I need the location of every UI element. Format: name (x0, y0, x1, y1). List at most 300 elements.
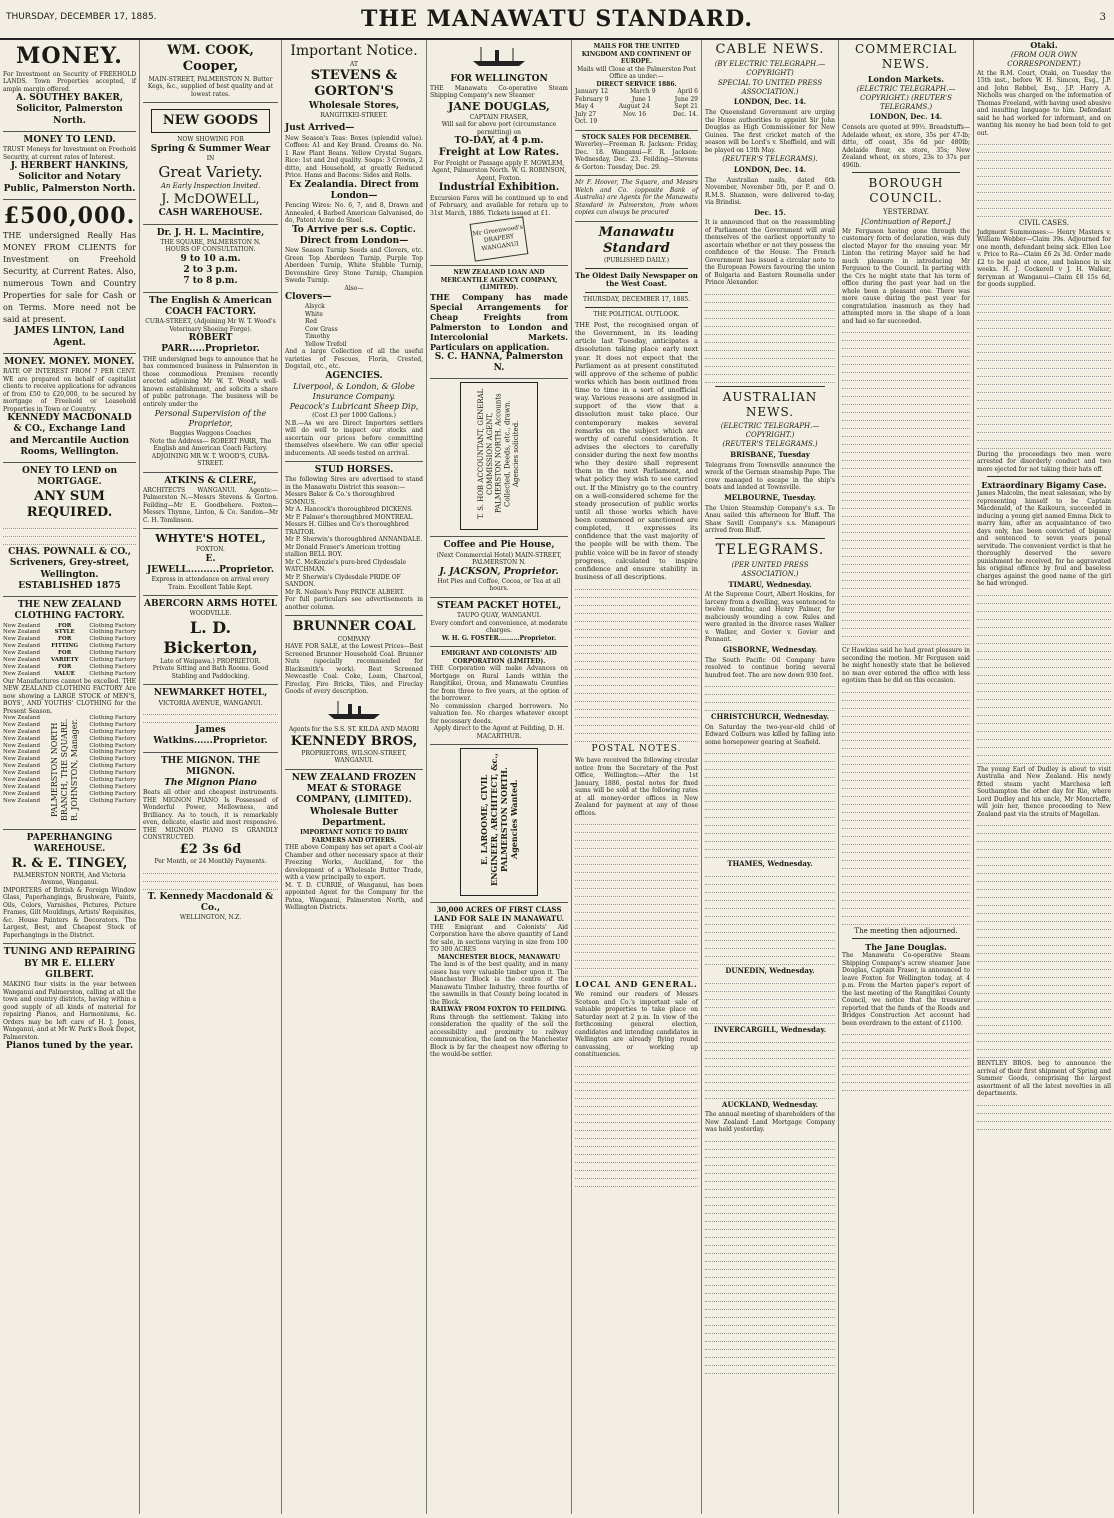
hob-vertical: T. S. HOB ACCOUNTANT, GENERAL COMMISSION AGENT, PALMERSTON NORTH. Accounts Collected, Deeds, etc., drawn. Agencies solicited. (477, 388, 521, 519)
loan-hanna: S. C. HANNA, Palmerston N. (434, 351, 564, 373)
clothing-mid-item: FOR (58, 636, 72, 643)
commercial-by: (ELECTRIC TELEGRAPH.—COPYRIGHT.) (REUTER'S TELEGRAMS.) (856, 85, 956, 111)
ad-lend (3, 132, 136, 200)
clothing-right-item: Clothing Factory (89, 749, 136, 756)
whyte-title: WHYTE'S HOTEL, (155, 532, 266, 546)
clothing-right-item: Clothing Factory (89, 650, 136, 656)
ship-title: FOR WELLINGTON (450, 73, 548, 84)
local-title: LOCAL AND GENERAL. (575, 979, 698, 990)
masthead (0, 0, 1114, 40)
watkins: James Watkins......Proprietor. (153, 725, 268, 747)
newgoods-spring: Spring & Summer Wear (150, 143, 271, 154)
ad-newmarket (143, 685, 278, 752)
ad-oney: ONEY TO LEND on MORTGAGE. (21, 466, 118, 488)
fencing: Fencing Wires: No. 6, 7, and 8, Drawn and Annealed, 4 Barbed American Galvanised, do do, Patent Acme do Steel. (285, 202, 423, 224)
stud-title: STUD HORSES. (314, 465, 394, 475)
frozen-title: NEW ZEALAND FROZEN MEAT & STORAGE COMPANY, (LIMITED). (291, 772, 417, 806)
bickerton-body: Private Sitting and Bath Rooms. Good Stabling and Paddocking. (152, 665, 269, 680)
editorial-header (575, 222, 698, 322)
column-2 (140, 40, 282, 1514)
clothing-title: THE NEW ZEALAND CLOTHING FACTORY. (14, 600, 125, 622)
column-1 (0, 40, 140, 1514)
hours-2: 2 to 3 p.m. (183, 265, 238, 275)
clothing-left-item: New Zealand (3, 790, 40, 797)
mcdowell: J. McDOWELL, (161, 192, 260, 207)
clothing-left-item: New Zealand (3, 742, 40, 749)
borough-body: Mr Ferguson having gone through the customary form of declaration, was duly elected Mayor for the ensuing year. Mr Linton the retiring Mayor said he had much pleasure in introducing Mr Ferguson to the Council. In parting with the Crs he might state that his term of office during the past year had on the whole been a pleasant one. There was more cause during the past year for congratulation inasmuch as they had attempted more in the shape of a loan and had so far succeeded. (842, 227, 970, 325)
ad-acres (430, 903, 568, 1063)
doctor-name: Dr. J. H. L. Macintire, (156, 227, 265, 238)
ad-newgoods (143, 103, 278, 225)
tingey-body: IMPORTERS of British & Foreign Window Glass, Paperhangings, Brushware, Paints, Oils, Colors, Varnishes, Pictures, Picture Frames, Gilt Mouldings, Artists' Requisites, &c. House Painters & Decorators. The Largest, Best, and Cheapest Stock of Paperhangings in the District. (3, 886, 136, 939)
thames: THAMES, Wednesday. (727, 859, 813, 869)
industrial-body: Excursion Fares will be continued up to end of February, and available for return up to 31st March, 1886. Tickets issued at £1. (430, 194, 568, 217)
tele-by: (PER UNITED PRESS ASSOCIATION.) (731, 561, 809, 578)
clothing-left-item: New Zealand (3, 776, 40, 783)
clothing-left-item: New Zealand (3, 670, 40, 677)
railway-title: RAILWAY FROM FOXTON TO FEILDING. (431, 1006, 567, 1013)
ad-cook (143, 40, 278, 103)
kennedy-bros: KENNEDY BROS, (290, 733, 418, 749)
also: Also— (344, 284, 364, 292)
christ-body: On Saturday the two-year-old child of Edward Colburn was killed by falling into some horsepower gearing at Seafield. (705, 723, 835, 746)
ad-atkins (143, 473, 278, 530)
emigrant-list: No commission charged borrowers. No valuation fee. No charges whatever except for necessary deeds. (430, 702, 568, 725)
clothing-right-item: Clothing Factory (89, 715, 136, 721)
clover-item: Cow Grass (305, 325, 338, 333)
clothing-right-item: Clothing Factory (89, 728, 136, 735)
cable-title: CABLE NEWS. (715, 42, 825, 57)
cook-body: MAIN-STREET, PALMERSTON N. Butter Kegs, &c., supplied of best quality and at lowest rates. (147, 75, 274, 98)
clothing-right-item: Clothing Factory (89, 629, 136, 636)
mail-cell: Sept 21 (674, 103, 698, 110)
ad-anysum (3, 463, 136, 597)
hours-3: 7 to 8 p.m. (183, 276, 238, 287)
stud-item: Mr P. Sherwin's Clydesdale PRIDE OF SANDON. (285, 573, 401, 589)
ship-sail: Will sail for above port (circumstance permitting) on (441, 121, 557, 136)
published-daily: (PUBLISHED DAILY.) (603, 257, 670, 264)
abercorn-woodville: WOODVILLE. (189, 610, 232, 618)
clothing-right-item: Clothing Factory (89, 670, 136, 677)
peacock: Peacock's Lubricant Sheep Dip, (289, 402, 419, 411)
timaru: TIMARU, Wednesday. (728, 579, 812, 589)
mail-cell: Oct. 19 (575, 118, 598, 125)
rangitikei: RANGITIKEI-STREET. (320, 111, 388, 119)
clothing-left-item: New Zealand (3, 650, 40, 656)
clothing-right-item: Clothing Factory (89, 790, 136, 797)
cable3: It is announced that on the reassembling of Parliament the Government will avail themselves of the earliest opportunity to ascertain whether or not they possess the confidence of the House. The French Government has issued a circular note to the European Powers favouring the union of Bulgaria and Eastern Roumelia under Prince Alexander. (705, 219, 835, 287)
outlook-title: THE POLITICAL OUTLOOK. (593, 310, 680, 318)
ad-coffee (430, 537, 568, 598)
jackson: J. JACKSON, Proprietor. (439, 566, 559, 577)
ad-souther: A. SOUTHEY BAKER, Solicitor, Palmerston North. (16, 93, 123, 126)
invercargill: INVERCARGILL, Wednesday. (713, 1024, 827, 1034)
clothing-mid-item: FOR (58, 622, 72, 629)
clothing-right-item: Clothing Factory (89, 756, 136, 763)
stock-title: STOCK SALES FOR DECEMBER. (581, 133, 692, 141)
postal-body: We have received the following circular notice from the Secretary of the Post Office, Wellington:—After the 1st January, 1886, postal notes for fixed sums will be sold at the following rates at all money-order offices in New Zealand for payment at any of those offices. (575, 757, 698, 817)
cases: During the proceedings two men were arrested for disorderly conduct and two more ejected for not taking their hats off. (977, 450, 1111, 473)
parr-body: THE undersigned begs to announce that he has commenced business in Palmerston in those commodious Premises recently erected adjoining Mr W. T. Wood's well-known establishment, and solicits a share of public patronage. The business will be entirely under the (143, 355, 278, 408)
direct-importers: N.B.—As we are Direct Importers settlers will do well to inspect our stocks and ascertain our prices before committing themselves elsewhere. We can offer special inducements. All seeds tested on arrival. (285, 419, 423, 457)
foster: W. H. G. FOSTER..........Proprietor. (441, 634, 557, 642)
commercial-title: COMMERCIAL NEWS. (855, 42, 957, 71)
coach-note: Note the Address— ROBERT PARR, The English and American Coach Factory. ADJOINING MR W. T. WOOD'S, CUBA-STREET. (149, 437, 272, 467)
ad-tuning (3, 944, 136, 1056)
clothing-left-item: New Zealand (3, 622, 40, 629)
mail-cell: January 12 (575, 88, 609, 95)
clothing-left-item: New Zealand (3, 783, 40, 790)
butter-title: Wholesale Butter Department. (310, 806, 398, 828)
kennedy-sub: PROPRIETORS, WILSON-STREET, WANGANUI. (301, 749, 407, 765)
important-at: AT (349, 60, 358, 68)
clothing-left-item: New Zealand (3, 715, 40, 721)
cook-title: WM. COOK, Cooper, (167, 43, 254, 75)
emigrant-body: THE Corporation will make Advances on Mortgage on Rural Lands within the Rangitikei, Oroua, and Manawatu Counties for from three to five years, at the option of the borrower. (430, 665, 568, 702)
ad-lend-body: TRUST Moneys for Investment on Freehold Security, at current rates of Interest. (3, 146, 136, 161)
hoover-notice (575, 176, 698, 222)
clothing-right-item: Clothing Factory (89, 643, 136, 650)
tuning-title: TUNING AND REPAIRING BY MR E. ELLERY GILBERT. (3, 947, 136, 980)
ad-emigrant (430, 647, 568, 745)
column-4 (427, 40, 572, 1514)
clothing-mid-item: VALUE (54, 670, 75, 677)
stud-item: Mr R. Neilson's Pony PRINCE ALBERT. (285, 588, 405, 596)
clothing-right-item: Clothing Factory (89, 735, 136, 742)
loan-title: NEW ZEALAND LOAN AND MERCANTILE AGENCY COMPANY, (LIMITED). (440, 269, 558, 292)
clothing-left-item: New Zealand (3, 721, 40, 728)
clothing-right-item: Clothing Factory (89, 763, 136, 770)
dudley: The young Earl of Dudley is about to visit Australia and New Zealand. His newly fitted steam yacht Marchesa left Southampton the other day for Rio, where Lord Dudley and his uncle, Mr Moncrieffe, will join her, thence proceeding to New Zealand past via the straits of Magellan. (977, 765, 1111, 818)
auck-body: The annual meeting of shareholders of the New Zealand Land Mortgage Company was held yesterday. (705, 1111, 835, 1134)
coach-sub: CUBA-STREET, (Adjoining Mr W. T. Wood's Veterinary Shoeing Forge). (145, 318, 276, 333)
stud-item: Mr Donald Fraser's American trotting stallion BELL BOY. (285, 543, 401, 559)
clothing-left-item: New Zealand (3, 728, 40, 735)
ad-brunner (285, 616, 423, 770)
clothing-left-item: New Zealand (3, 629, 40, 636)
acres-title: 30,000 ACRES OF FIRST CLASS LAND FOR SALE IN MANAWATU. (433, 905, 565, 923)
emigrant-title: EMIGRANT AND COLONISTS' AID CORPORATION (LIMITED). (441, 650, 557, 665)
abercorn-title: ABERCORN ARMS HOTEL (143, 599, 278, 609)
atkins-body: ARCHITECTS WANGANUI. Agents:— Palmerston N.—Messrs Stevens & Gorton. Feilding—Mr E. Goodbehere. Foxton—Messrs Thynne, Linton, & Co. Sandon—Mr C. H. Tomlinson. (143, 486, 278, 524)
clothing-left-item: New Zealand (3, 770, 40, 776)
clothing-right-item: Clothing Factory (89, 721, 136, 728)
stock-sales (575, 131, 698, 177)
stud-item: Mr P. Sherwin's thoroughbred ANNANDALE. (285, 536, 423, 544)
block-body: The land is of the best quality, and in many cases has very valuable timber upon it. The Manchester Block is the centre of the Manawatu Timber Industry, three fourths of the sawmills in that County being located in the Block. (430, 961, 568, 1006)
buggies: Buggies Waggons Coaches (169, 430, 252, 437)
mail-cell: July 27 (575, 110, 597, 118)
clover-item: Yellow Trefoil (305, 340, 347, 348)
stud-body: The following Sires are advertised to stand in the Manawatu District this season:— (285, 476, 423, 491)
ad-mmm-body: RATE OF INTEREST FROM 7 PER CENT. WE are prepared on behalf of capitalist clients to receive applications for advances of from £50 to £20,000, to be secured by mortgage of Freehold or Leasehold Properties in Town or Country. (3, 368, 136, 413)
cable-d2: LONDON, Dec. 14. (733, 164, 807, 174)
column-5 (572, 40, 702, 1514)
otaki-own: (FROM OUR OWN CORRESPONDENT.) (1007, 51, 1081, 68)
clothing-right-item: Clothing Factory (89, 770, 136, 776)
clothing-right-item: Clothing Factory (89, 663, 136, 670)
column-7 (839, 40, 974, 1514)
borough-title: BOROUGH COUNCIL. (868, 176, 944, 205)
newmarket-sub: VICTORIA AVENUE, WANGANUI. (158, 699, 263, 707)
clothing-right-item: Clothing Factory (89, 797, 136, 804)
newmarket-title: NEWMARKET HOTEL, (153, 688, 268, 699)
mail-row (575, 88, 698, 96)
ad-money (3, 40, 136, 132)
ad-steam-packet (430, 598, 568, 647)
brunner-title: BRUNNER COAL (292, 619, 416, 635)
ad-whyte (143, 529, 278, 596)
hoover-body: Mr F. Hoover, The Square, and Messrs Welch and Co. (opposite Bank of Australia) are Agents for the Manawatu Standard in Palmerston, from whom copies can always be procured (575, 179, 698, 216)
masthead-title: THE MANAWATU STANDARD. (360, 6, 754, 32)
cash-warehouse: CASH WAREHOUSE. (158, 208, 263, 219)
clothing-right-item: Clothing Factory (89, 622, 136, 629)
cable-special: SPECIAL TO UNITED PRESS ASSOCIATION.) (717, 78, 823, 96)
tele-title: TELEGRAMS. (715, 541, 825, 558)
butter-body: THE above Company has set apart a Cool-air Chamber and other necessary space at their Freezing Works, Auckland, for the development of a Wholesale Butter Trade, with a view principally to export. (285, 844, 423, 881)
mail-cell: August 24 (618, 103, 650, 110)
aust-title: AUSTRALIAN NEWS. (722, 389, 818, 419)
mignon-price: £2 3s 6d (179, 841, 242, 857)
clothing-note: Our Manufactures cannot be excelled. THE NEW ZEALAND CLOTHING FACTORY Are now showing a LARGE STOCK of MEN'S, BOYS', AND YOUTHS' CLOTHING for the Present Season. (3, 677, 136, 715)
laroome-vertical: E. LAROOME, CIVIL ENGINEER, ARCHITECT, &c., PALMERSTON NORTH. Agencies Wanted. (479, 753, 519, 886)
coffee-sub: (Next Commercial Hotel) MAIN-STREET, PALMERSTON N. (436, 551, 562, 566)
mignon-title: THE MIGNON. THE MIGNON. (160, 755, 261, 777)
mail-row (575, 103, 698, 111)
aust-body: Telegrams from Townsville announce the wreck of the German steamship Papo. The crew managed to escape in the ship's boats and landed at Townsville. (705, 461, 835, 492)
stud-item: Mr A. Hancock's thoroughbred DICKENS. (285, 506, 413, 514)
doctor-hours: HOURS OF CONSULTATION. (165, 246, 256, 254)
clover-item: White (305, 310, 323, 318)
ship-today: TO-DAY, at 4 p.m. (454, 136, 544, 146)
ad-mmm (3, 354, 136, 463)
ad-mmm-title: MONEY. MONEY. MONEY. (4, 356, 135, 367)
bigamy-title: Extraordinary Bigamy Case. (981, 480, 1107, 491)
clothing-left-item: New Zealand (3, 735, 40, 742)
mail-cell: Dec. 14. (672, 110, 698, 118)
aust-body2: The Union Steamship Company's s.s. Te Anau sailed this afternoon for Bluff. The Shaw Savill Company's s.s. Manapouri arrived from Bluff. (705, 504, 835, 534)
acres-body: THE Emigrant and Colonists' Aid Corporation have the above quantity of Land for sale, in sections varying in size from 100 TO 300 ACRES (430, 923, 568, 953)
editorial-date: THURSDAY, DECEMBER 17, 1885. (583, 296, 690, 303)
pianos-tuned: Pianos tuned by the year. (5, 1041, 134, 1051)
clothing-left-item: New Zealand (3, 636, 40, 643)
clover-item: Timothy (305, 333, 330, 341)
local-body: We remind our readers of Messrs Scotson and Co.'s important sale of valuable properties to take place on Saturday next at 2 p.m. In view of the forthcoming general election, candidates and intending candidates in Wellington are already flying round canvassing, or working up constituencies. (575, 991, 698, 1059)
cable2: The Australian mails, dated 6th November, November 5th, per P. and O. R.M.S. Shannon, were delivered to-day, via Brindisi. (705, 176, 835, 206)
brand: Manawatu Standard (598, 224, 675, 256)
atkins-title: ATKINS & CLERE, (164, 475, 257, 486)
wholesale-stores: Wholesale Stores, (308, 100, 400, 111)
jane-title: The Jane Douglas. (865, 942, 947, 953)
clothing-left-item: New Zealand (3, 656, 40, 663)
clothing-left-item: New Zealand (3, 643, 40, 650)
ad-stud (285, 462, 423, 616)
parr: ROBERT PARR.....Proprietor. (161, 333, 260, 355)
clothing-mid-item: VARIETY (50, 656, 79, 663)
block-title: MANCHESTER BLOCK, MANAWATU (437, 953, 561, 961)
stud-note: For full particulars see advertisements in another column. (285, 596, 423, 611)
ad-loan (430, 266, 568, 379)
clothing-mid-item: FITTING (51, 643, 79, 650)
ad-money-body: For Investment on Security of FREEHOLD LANDS. Town Properties accepted, if ample margin offered. (3, 70, 136, 93)
ad-laroome (430, 745, 568, 903)
kennedy-macdonald: T. Kennedy Macdonald & Co., (147, 891, 274, 913)
editorial-article-cont (575, 584, 698, 742)
personal: Personal Supervision of the Proprietor, (154, 409, 267, 428)
editorial-article: THE Post, the recognised organ of the Government, in its leading article last Tuesday, anticipates a dissolution taking place early next year. It does not expect that the Parliament as at present constituted will approve of the scheme of public works which has been outlined from time to time in a sort of unofficial way. Various reasons are assigned in support of the view that a dissolution must take place. Our contemporary makes several remarks on the subject which are worthy of careful consideration. It advises the electors to carefully consider during the next few months who they desire shall represent them in the next Parliament, and what policy they wish to see carried out. If the Ministry go to the country on a well-considered scheme for the steady prosecution of public works until all those works which have been commenced or sanctioned are completed, it expresses its confidence that the vast majority of the people will be with them. The public voice will be in favor of steady progress, calculated to inspire confidence and ensure stability in business of all descriptions. (575, 321, 698, 581)
ship-name: JANE DOUGLAS, (448, 99, 550, 113)
newgoods-inspect: An Early Inspection Invited. (160, 182, 261, 191)
cable-body: The Queensland Government are urging the Home authorities to appoint Sir John Douglas as High Commissioner for New Guinea. The first cricket match of the season will be Lord's v. Sheffield, and will be played on 13th May. (705, 109, 835, 154)
ad-coach (143, 293, 278, 473)
ad-anysum-title: ANY SUM REQUIRED. (26, 488, 113, 520)
ship-captain: CAPTAIN FRASER, (469, 113, 529, 121)
jewell: E. JEWELL..........Proprietor. (147, 553, 274, 575)
newgoods-variety: Great Variety. (158, 162, 263, 181)
industrial-title: Industrial Exhibition. (438, 182, 560, 194)
steam-title: STEAM PACKET HOTEL, (436, 600, 562, 611)
hours-1: 9 to 10 a.m. (180, 253, 241, 264)
cable-by: (BY ELECTRIC TELEGRAPH.—COPYRIGHT) (714, 60, 826, 77)
steamship-icon (469, 46, 529, 68)
borough-cont: [Continuation of Report.] (861, 217, 951, 226)
stevens-gorton: STEVENS & GORTON'S (310, 68, 398, 100)
mails-title: MAILS FOR THE UNITED KINGDOM AND CONTINENT OF EUROPE. (581, 43, 692, 65)
mails-notice (575, 40, 698, 131)
brunner-sub: COMPANY (337, 635, 371, 643)
mail-cell: May 4 (575, 103, 594, 110)
greenwood-stamp: Mr Greenwood's DRAPERY WANGANUI (470, 217, 529, 262)
ad-pownall: CHAS. POWNALL & CO., Scriveners, Grey-street, Wellington. ESTABLISHED 1875 (8, 547, 131, 591)
cable-d1: LONDON, Dec. 14. (733, 97, 807, 107)
coffee-title: Coffee and Pie House, (443, 540, 555, 551)
column-6 (702, 40, 839, 1514)
postal-title: POSTAL NOTES. (591, 744, 682, 754)
ad-500000 (3, 200, 136, 354)
coach-title: The English & American COACH FACTORY. (149, 295, 272, 317)
butter-agent: M. T. D. CURRIE, of Wanganui, has been appointed Agent for the Company for the Patea, Wanganui, Palmerston North, and Wellington Districts. (285, 881, 423, 911)
page-number: 3 (1099, 12, 1106, 23)
clothing-right-item: Clothing Factory (89, 656, 136, 663)
aust-by: (ELECTRIC TELEGRAPH.—COPYRIGHT.) (720, 421, 820, 439)
zealandia: Ex Zealandia. Direct from London— (289, 179, 419, 201)
mignon-body: Beats all other and cheapest instruments. THE MIGNON PIANO Is Possessed of Wonderful Power, Mellowness, and Brilliancy. As to touch, it is remarkably even, delicate, elastic and most responsive. THE MIGNON PIANO IS GRANDLY CONSTRUCTED. (143, 789, 278, 842)
clothing-mid-item: FOR (58, 663, 72, 670)
paper-title: PAPERHANGING WAREHOUSE. (26, 833, 113, 855)
clothing-right-item: Clothing Factory (89, 636, 136, 643)
whyte-foxton: FOXTON. (196, 546, 225, 553)
jewell-body: Express in attendance on arrival every Train. Excellent Table Kept. (151, 576, 270, 591)
bentley: BENTLEY BROS. beg to announce the arrival of their first shipment of Spring and Summer Goods, comprising the largest assortment of all the latest novelties in all departments. (977, 1060, 1111, 1098)
otaki-body: At the R.M. Court, Otaki, on Tuesday the 15th inst., before W. H. Simcox, Esq., J.P. and John Rebbel, Esq., J.P. Harry A. Nicholls was charged on the information of Thomas Freeland, with having used abusive and insulting language to him. Defendant said he had worked for informant, and on wanting his money he had been told to get out. (977, 69, 1111, 137)
oldest-daily: The Oldest Daily Newspaper on the West Coast. (575, 270, 698, 289)
loan-body: THE Company has made Special Arrangements for Cheap Freights from Palmerston to London and Intercolonial Markets. Particulars on application. (430, 291, 568, 352)
clovers: Clovers— (285, 292, 332, 302)
gisborne: GISBORNE, Wednesday. (722, 644, 818, 654)
steam-sub: TAUPO QUAY, WANGANUI. (457, 612, 541, 619)
clover-item: Alsyck (305, 303, 325, 311)
mail-cell: March 9 (629, 88, 656, 95)
newgoods-title: NEW GOODS (151, 109, 270, 133)
commercial-d1: LONDON, Dec. 14. (869, 112, 943, 122)
jackson-body: Hot Pies and Coffee, Cocoa, or Tea at all hours. (437, 577, 561, 593)
ad-tingey (3, 830, 136, 944)
column-3 (282, 40, 427, 1514)
ad-mignon (143, 753, 278, 926)
cable-d3: Dec. 15. (754, 207, 786, 217)
tele-body: At the Supreme Court, Albert Hoskins, for larceny from a dwelling, was sentenced to twelve months; and Henry Palmer, for maliciously wounding a cow. Rules and were granted in the divorce cases Walker v. Walker, and Govier v. Govier and Pennant. (705, 591, 835, 644)
ad-lend-title: MONEY TO LEND. (23, 134, 116, 145)
peacock-sub: (Cost £3 per 1000 Gallons.) (312, 412, 396, 419)
newgoods-in: IN (206, 155, 215, 162)
ad-shipping (430, 40, 568, 266)
clothing-right-item: Clothing Factory (89, 742, 136, 749)
clover-item: Red (305, 318, 317, 326)
just-arrived: Just Arrived— (285, 123, 355, 134)
clover-body: And a large Collection of all the useful varieties of Fescues, Florin, Crested, Dogstail, etc., etc. (285, 348, 423, 371)
stud-item: Messrs Baker & Co.'s thoroughbred SOMNUS. (285, 491, 395, 506)
mail-row (575, 118, 698, 126)
melbourne: MELBOURNE, Tuesday. (724, 492, 816, 502)
mail-cell: June 1 (631, 95, 652, 103)
mails-direct: DIRECT SERVICE 1886. (596, 80, 677, 88)
emigrant-apply: Apply direct to the Agent at Feilding, D. H. MACARTHUR. (433, 725, 565, 740)
masthead-date: THURSDAY, DECEMBER 17, 1885. (6, 12, 157, 22)
important-notice: Important Notice. (290, 43, 418, 59)
seeds: New Season Turnip Seeds and Clovers, etc. Green Top Aberdeen Turnip, Purple Top Aberdeen Turnip, White Stubble Turnip, Devonshire Grey Stone Turnip, Champion Swede Turnip. (285, 247, 423, 284)
borough-yesterday: YESTERDAY. (883, 208, 929, 216)
clothing-left-item: New Zealand (3, 756, 40, 763)
steamship-icon (324, 699, 384, 721)
ad-kennedy: KENNEDY MACDONALD & CO., Exchange Land and Mercantile Auction Rooms, Wellington. (7, 413, 132, 457)
otaki-title: Otaki. (1030, 40, 1058, 50)
mignon-piano: The Mignon Piano (164, 778, 257, 788)
ad-amount-body: THE undersigned Really Has MONEY FROM CLIENTS for Investment on Freehold Security, at Current Rates. Also, numerous Town and Country Properties for sale for Cash or on Terms. More need not be said at present. (3, 231, 136, 325)
borough-cr: Cr Hawkins said he had great pleasure in seconding the motion. Mr Ferguson said he might honestly state that he believed no man ever entered the office with less egotism than he did on this occasion. (842, 647, 970, 684)
arrived-body: New Season's Teas: Boxes (splendid value). Coffees: A1 and Key Brand. Creams do. No. 1 Raw Plant Beans. Yellow Crystal Sugars. Rice: 1st and 2nd quality. Soaps: 3 Crowns, 2 ditto, and Household, at greatly Reduced Price. Hams and Bacons: Sides and Rolls. (285, 134, 423, 179)
meeting-adjourned: The meeting then adjourned. (854, 926, 958, 935)
ad-stevens (285, 40, 423, 462)
ad-hankins: J. HERBERT HANKINS, Solicitor and Notary Public, Palmerston North. (3, 161, 136, 194)
clothing-left-item: New Zealand (3, 797, 40, 804)
jane-body: The Manawatu Co-operative Steam Shipping Company's screw steamer Jane Douglas, Captain Fraser, is announced to leave Foxton for Wellington today, at 4 p.m. From the Marton paper's report of the last meeting of the Rangitikei County Council, we notice that the treasurer reported that the funds of the Roads and Bridges Construction Act account had been overdrawn to the extent of £1100. (842, 952, 970, 1027)
clothing-vertical: PALMERSTON NORTH BRANCH, THE SQUARE. R. JOHNSTON, Manager. (49, 718, 79, 822)
doctor-sub: THE SQUARE, PALMERSTON N. (160, 238, 261, 246)
civil-body: Judgment Summonses:— Henry Masters v. William Webber—Claim 39s. Adjourned for one month, defendant being sick. Ellen Lee v. Price to Ra—Claim £6 2s 3d. Order made £2 to be paid at once, and balance in six weeks. H. J. Cockerell v J. H. Walker, ferryman at Wanganui—Claim £8 15s 6d, for goods supplied. (977, 228, 1111, 289)
mail-cell: April 6 (677, 88, 698, 95)
brunner-agents: Agents for the S.S. ST. KILDA AND MAORI (288, 726, 420, 733)
gis-body: The South Pacific Oil Company have resolved to continue boring several hundred feet. The are now down 930 feet. (705, 656, 835, 679)
clothing-right-item: Clothing Factory (89, 783, 136, 790)
freight-title: Freight at Low Rates. (438, 147, 560, 159)
brunner-body: HAVE FOR SALE, at the Lowest Prices—Best Screened Brunner Household Coal. Brunner Nuts (specially recommended for Blacksmith's work). Best Screened Newcastle Coal. Coke, Loam, Charcoal, Fireclay, Fire Bricks, Tiles, and Fireclay Goods of every description. (285, 643, 423, 695)
auckland: AUCKLAND, Wednesday. (722, 1099, 818, 1109)
mail-row (575, 96, 698, 104)
steam-body: Every comfort and convenience, at moderate charges. (430, 619, 568, 634)
stock-body: Waverley—Freeman R. Jackson: Friday, Dec. 18. Wanganui—F. R. Jackson: Wednesday, Dec. 23. Feilding—Stevens & Gorton: Tuesday, Dec. 29. (575, 141, 698, 171)
tingey-sub: PALMERSTON NORTH, And Victoria Avenue, Wanganui. (13, 871, 126, 887)
ad-hob (430, 379, 568, 537)
tuning-body: MAKING four visits in the year between Wanganui and Palmerston, calling at all the town and country districts, having within a good supply of all kinds of material for repairing Pianos, and Harmoniums, &c. Orders may be left care of H. J. Jones, Wanganui, and at Mr W. Park's Book Depot, Palmerston. (3, 981, 136, 1041)
clothing-mid-item: STYLE (54, 629, 75, 636)
ad-frozen (285, 770, 423, 916)
christchurch: CHRISTCHURCH, Wednesday. (711, 712, 829, 721)
tingey-title: R. & E. TINGEY, (11, 855, 128, 871)
brisbane: BRISBANE, Tuesday (730, 450, 810, 459)
bickerton: L. D. Bickerton, (163, 617, 258, 657)
clothing-mid-item: FOR (58, 650, 72, 656)
ad-linton: JAMES LINTON, Land Agent. (14, 326, 125, 348)
